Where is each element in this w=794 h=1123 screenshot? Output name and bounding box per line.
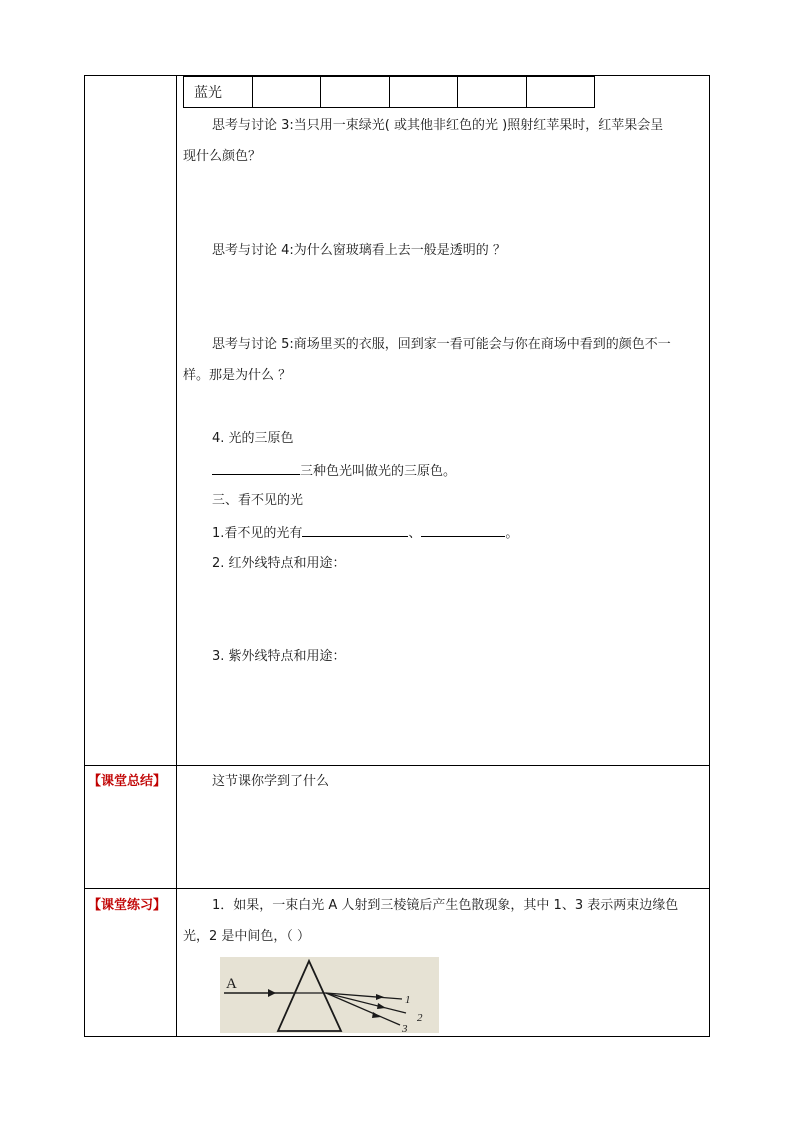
- label-1: 1: [405, 994, 411, 1006]
- table-bottom-border: [84, 1036, 710, 1037]
- separator: 、: [408, 526, 422, 541]
- table-left-border: [84, 75, 85, 1037]
- question-3-line-1: 思考与讨论 3:当只用一束绿光( 或其他非红色的光 )照射红苹果时，红苹果会呈: [212, 118, 664, 133]
- summary-label: 【课堂总结】: [88, 774, 167, 789]
- invisible-light-prefix: 1.看不见的光有: [212, 526, 303, 541]
- ray-1-arrow: [376, 994, 384, 1000]
- prism-diagram: [220, 957, 439, 1033]
- practice-label: 【课堂练习】: [88, 898, 167, 913]
- practice-question-1-line-2: 光，2 是中间色，（ ）: [183, 929, 311, 944]
- table-row: [184, 77, 595, 108]
- ray-3-arrow: [372, 1012, 381, 1018]
- section-4-title: 4. 光的三原色: [212, 431, 294, 446]
- period: 。: [505, 526, 519, 541]
- prism-figure: [220, 957, 439, 1033]
- label-3: 3: [402, 1023, 408, 1033]
- ultraviolet-item: 3. 紫外线特点和用途：: [212, 649, 346, 664]
- question-5-line-2: 样。那是为什么 ？: [183, 368, 292, 383]
- color-table: [183, 76, 595, 108]
- incident-arrow: [268, 989, 276, 997]
- table-cell: [253, 77, 321, 108]
- row-label-blue-light: 蓝光: [184, 77, 253, 108]
- section-3-title: 三、看不见的光: [212, 493, 304, 508]
- infrared-item: 2. 红外线特点和用途：: [212, 556, 346, 571]
- table-cell: [526, 77, 594, 108]
- label-a: A: [226, 976, 237, 992]
- table-cell: [458, 77, 526, 108]
- section-4-fill: [212, 461, 456, 481]
- table-cell: [389, 77, 457, 108]
- question-4: 思考与讨论 4:为什么窗玻璃看上去一般是透明的 ？: [212, 243, 506, 258]
- ray-2-arrow: [377, 1003, 386, 1009]
- practice-question-1-line-1: 1．如果，一束白光 A 人射到三棱镜后产生色散现象，其中 1、3 表示两束边缘色: [212, 898, 679, 913]
- question-5-line-1: 思考与讨论 5:商场里买的衣服，回到家一看可能会与你在商场中看到的颜色不一: [212, 337, 671, 352]
- summary-text: 这节课你学到了什么: [212, 774, 330, 789]
- table-row-divider-2: [84, 888, 710, 889]
- invisible-light-item-1: [212, 523, 518, 543]
- table-right-border: [709, 75, 710, 1037]
- table-row-divider-1: [84, 765, 710, 766]
- fill-blank: [212, 461, 300, 475]
- fill-blank: [302, 523, 408, 537]
- question-3-line-2: 现什么颜色？: [183, 149, 262, 164]
- table-column-divider: [176, 75, 177, 1037]
- label-2: 2: [417, 1012, 423, 1024]
- table-cell: [321, 77, 389, 108]
- three-primary-colors-text: 三种色光叫做光的三原色。: [300, 464, 457, 479]
- fill-blank: [421, 523, 505, 537]
